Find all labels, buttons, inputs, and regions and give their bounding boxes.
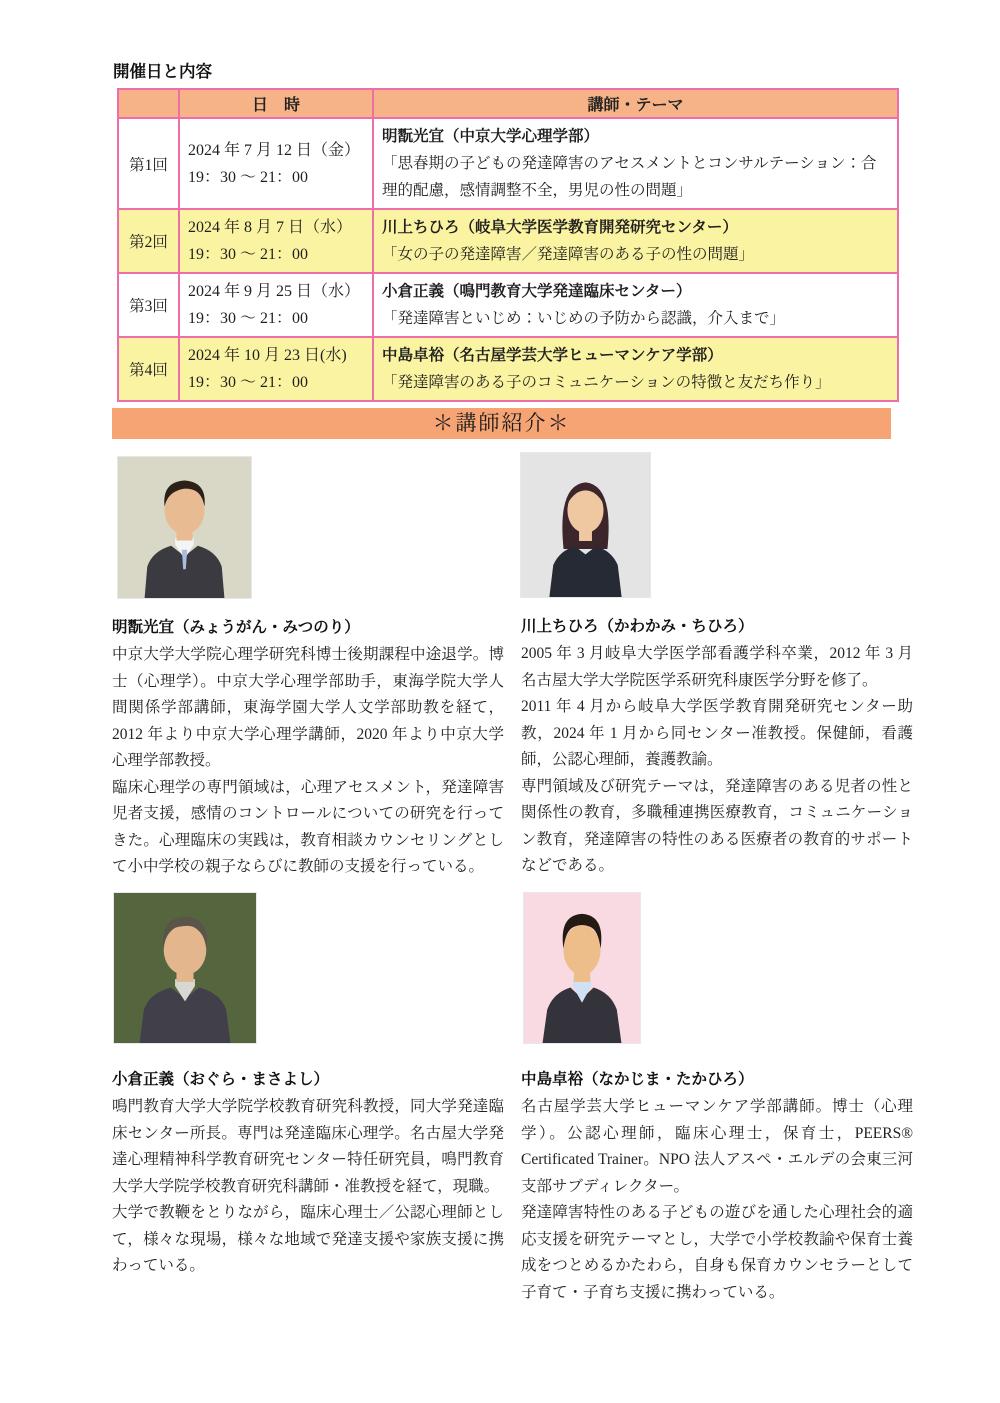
header-datetime-cell: 日 時: [179, 89, 373, 118]
session-lecturer: 明翫光宜（中京大学心理学部）: [382, 128, 600, 145]
lecturer-bio-paragraph: 臨床心理学の専門領域は，心理アセスメント，発達障害児者支援，感情のコントロールについての研究を行ってきた。心理臨床の実践は，教育相談カウンセリングとして小中学校の親子ならびに教師の支援を行っている。: [112, 778, 504, 875]
portrait-placeholder-icon: [524, 893, 640, 1043]
lecturer-bio-paragraph: 発達障害特性のある子どもの遊びを通した心理社会的適応支援を研究テーマとし，大学で小学校教諭や保育士養成をつとめるかたわら，自身も保育カウンセラーとして子育て・子育ち支援に携わっている。: [521, 1204, 913, 1301]
session-date: 2024 年 10 月 23 日(水): [188, 347, 347, 364]
session-time: 19：30 ～ 21：00: [188, 246, 309, 263]
lecturer-name: 小倉正義（おぐら・まさよし）: [112, 1071, 330, 1088]
session-label: 第1回: [118, 118, 179, 209]
header-session-cell: [118, 89, 179, 118]
session-datetime: [179, 118, 373, 209]
session-datetime: [179, 209, 373, 273]
portrait-placeholder-icon: [118, 457, 251, 598]
session-date: 2024 年 8 月 7 日（水）: [188, 219, 353, 236]
table-row-session-2: [118, 209, 898, 273]
session-datetime: [179, 273, 373, 337]
lecturer-bio-paragraph: 専門領域及び研究テーマは，発達障害のある児者の性と関係性の教育，多職種連携医療教育，コミュニケーション教育，発達障害の特性のある医療者の教育的サポートなどである。: [521, 777, 913, 874]
portrait-placeholder-icon: [114, 893, 256, 1043]
session-label: 第3回: [118, 273, 179, 337]
schedule-header-row: [118, 89, 898, 118]
session-theme: 「発達障害といじめ：いじめの予防から認識，介入まで」: [382, 310, 786, 327]
schedule-table: [117, 88, 899, 402]
session-content: [373, 273, 898, 337]
lecturer-profile-myogan: [112, 457, 504, 881]
lecturer-bio-paragraph: 2011 年 4 月から岐阜大学医学教育開発研究センター助教，2024 年 1 月から同センター准教授。保健師，看護師，公認心理師，養護教諭。: [521, 698, 913, 768]
lecturer-name: 川上ちひろ（かわかみ・ちひろ）: [521, 618, 754, 635]
page-title: 開催日と内容: [113, 63, 212, 81]
session-date: 2024 年 7 月 12 日（金）: [188, 141, 361, 159]
lecturer-profile-kawakami: [521, 453, 913, 880]
header-lecturer-theme-cell: 講師・テーマ: [373, 89, 898, 118]
table-row-session-1: [118, 118, 898, 209]
lecturer-bio-paragraph: 名古屋学芸大学ヒューマンケア学部講師。博士（心理学）。公認心理師，臨床心理士，保育士，PEERS® Certificated Trainer。NPO 法人アスペ・エルデの会東三河支部サブディレクター。: [521, 1098, 913, 1195]
lecturer-photo: [118, 457, 251, 598]
table-row-session-4: [118, 337, 898, 401]
lecturer-bio-paragraph: 2005 年 3 月岐阜大学医学部看護学科卒業，2012 年 3 月名古屋大学大学院医学系研究科康医学分野を修了。: [521, 645, 913, 689]
session-theme: 「思春期の子どもの発達障害のアセスメントとコンサルテーション：合理的配慮，感情調整不全，男児の性の問題」: [382, 155, 877, 199]
session-lecturer: 川上ちひろ（岐阜大学医学教育開発研究センター）: [382, 219, 738, 236]
session-lecturer: 中島卓裕（名古屋学芸大学ヒューマンケア学部）: [382, 347, 723, 364]
session-theme: 「発達障害のある子のコミュニケーションの特徴と友だち作り」: [382, 374, 831, 391]
lecturer-profile-nakajima: [521, 893, 913, 1306]
lecturer-photo: [521, 453, 650, 597]
session-content: [373, 118, 898, 209]
session-theme: 「女の子の発達障害／発達障害のある子の性の問題」: [382, 246, 755, 263]
session-content: [373, 209, 898, 273]
lecturer-bio-paragraph: 鳴門教育大学大学院学校教育研究科教授，同大学発達臨床センター所長。専門は発達臨床心理学。名古屋大学発達心理精神科学教育研究センター特任研究員，鳴門教育大学大学院学校教育研究科講師・准教授を経て，現職。: [112, 1098, 504, 1195]
lecturer-name: 明翫光宜（みょうがん・みつのり）: [112, 619, 360, 636]
session-time: 19：30 ～ 21：00: [188, 310, 309, 327]
session-label: 第4回: [118, 337, 179, 401]
lecturer-photo: [524, 893, 640, 1043]
session-label: 第2回: [118, 209, 179, 273]
lecturer-profile-ogura: [112, 893, 504, 1280]
session-time: 19：30 ～ 21：00: [188, 168, 309, 186]
lecturer-intro-banner: [112, 408, 891, 439]
lecturer-photo: [114, 893, 256, 1043]
table-row-session-3: [118, 273, 898, 337]
session-content: [373, 337, 898, 401]
lecturer-bio-paragraph: 大学で教鞭をとりながら，臨床心理士／公認心理師として，様々な現場，様々な地域で発達支援や家族支援に携わっている。: [112, 1204, 504, 1274]
session-lecturer: 小倉正義（鳴門教育大学発達臨床センター）: [382, 283, 692, 300]
lecturer-bio-paragraph: 中京大学大学院心理学研究科博士後期課程中途退学。博士（心理学）。中京大学心理学部助手，東海学院大学人間関係学部講師，東海学園大学人文学部助教を経て，2012 年より中京大学心理学講師，2020 年より中京大学心理学部教授。: [112, 646, 504, 769]
session-datetime: [179, 337, 373, 401]
lecturer-name: 中島卓裕（なかじま・たかひろ）: [521, 1071, 754, 1088]
banner-label: ＊講師紹介＊: [432, 412, 571, 435]
session-date: 2024 年 9 月 25 日（水）: [188, 283, 361, 300]
portrait-placeholder-icon: [521, 453, 650, 597]
session-time: 19：30 ～ 21：00: [188, 374, 309, 391]
